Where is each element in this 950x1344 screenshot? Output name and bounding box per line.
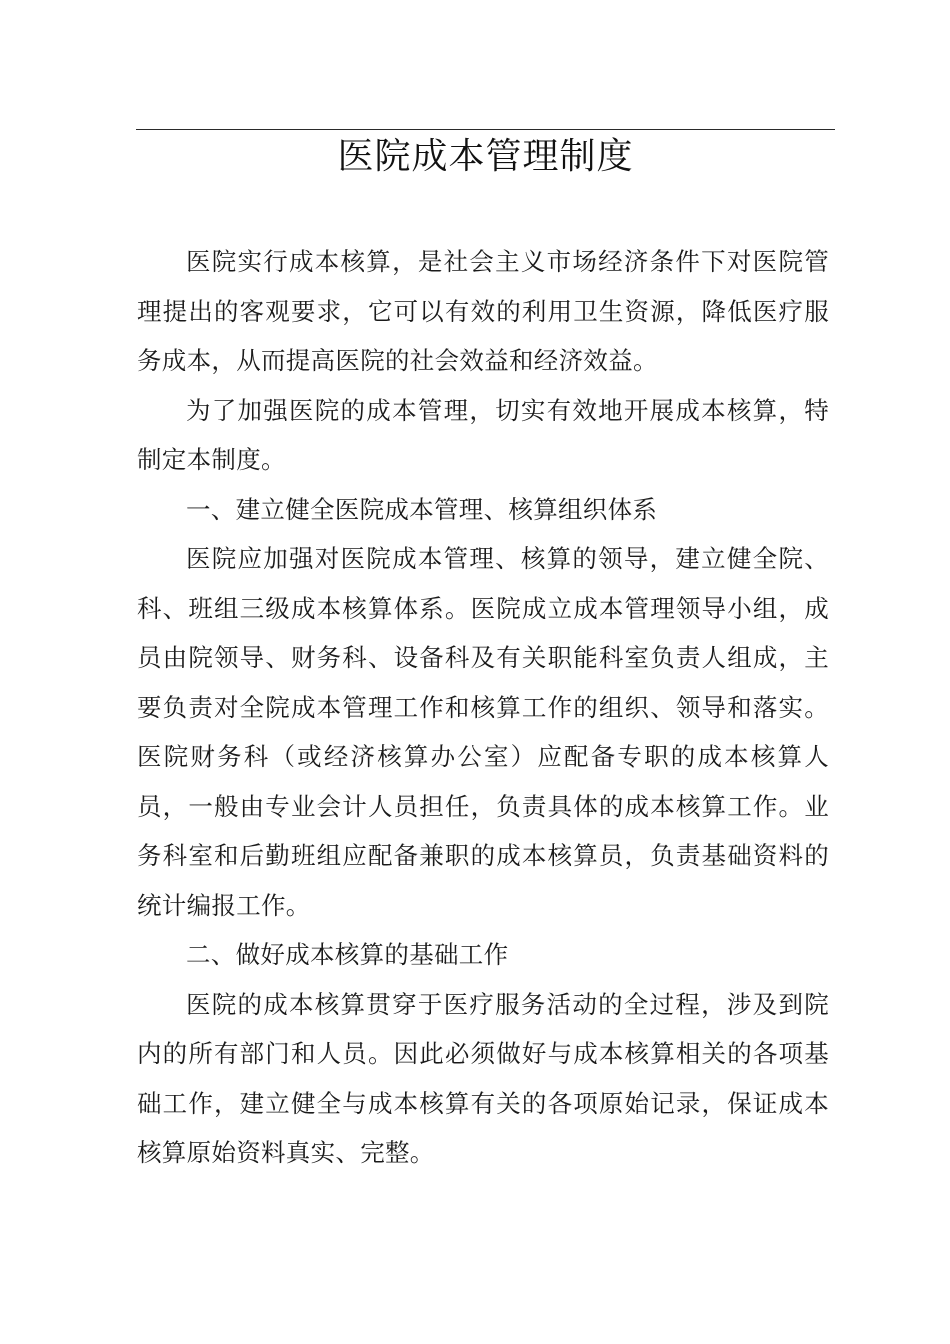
section-heading-2: 二、做好成本核算的基础工作 <box>186 940 509 969</box>
paragraph-purpose: 为了加强医院的成本管理，切实有效地开展成本核算，特制定本制度。 <box>137 395 829 474</box>
document-title: 医院成本管理制度 <box>337 136 634 177</box>
document-body <box>137 237 829 1178</box>
paragraph-section-2: 医院的成本核算贯穿于医疗服务活动的全过程，涉及到院内的所有部门和人员。因此必须做好与成本核算相关的各项基础工作，建立健全与成本核算有关的各项原始记录，保证成本核算原始资料真实、完整。 <box>137 989 829 1167</box>
paragraph-intro: 医院实行成本核算，是社会主义市场经济条件下对医院管理提出的客观要求，它可以有效的利用卫生资源，降低医疗服务成本，从而提高医院的社会效益和经济效益。 <box>137 247 829 375</box>
header-rule <box>136 129 835 130</box>
paragraph-section-1: 医院应加强对医院成本管理、核算的领导，建立健全院、科、班组三级成本核算体系。医院成立成本管理领导小组，成员由院领导、财务科、设备科及有关职能科室负责人组成，主要负责对全院成本管理工作和核算工作的组织、领导和落实。医院财务科（或经济核算办公室）应配备专职的成本核算人员，一般由专业会计人员担任，负责具体的成本核算工作。业务科室和后勤班组应配备兼职的成本核算员，负责基础资料的统计编报工作。 <box>137 544 829 920</box>
section-heading-1: 一、建立健全医院成本管理、核算组织体系 <box>186 494 658 524</box>
